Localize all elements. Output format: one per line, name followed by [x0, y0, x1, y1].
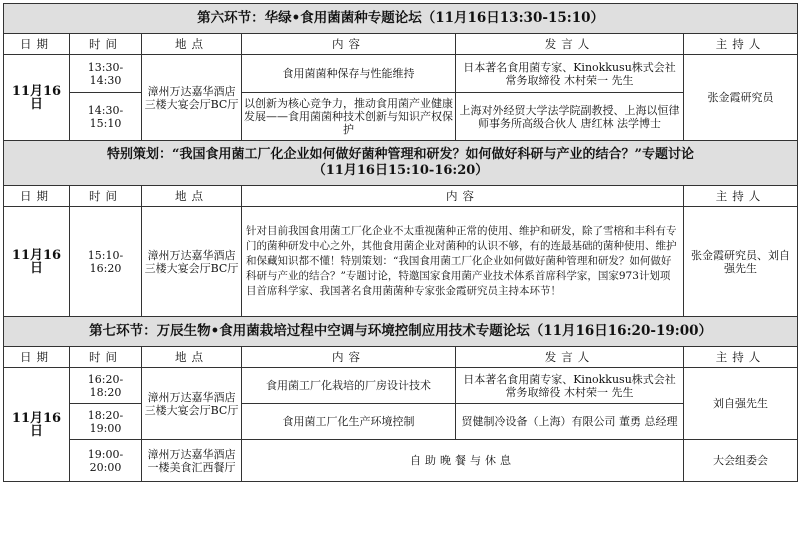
table-row: [4, 368, 798, 404]
time-cell: 18:20-19:00: [70, 404, 142, 440]
content-cell: 针对目前我国食用菌工厂化企业不太重视菌种正常的使用、维护和研发，除了雪榕和丰科有专门的菌种研发中心之外，其他食用菌企业对菌种的认识不够，有的连最基础的菌种使用、维护和保藏知识都不懂！特别策划：“我国食用菌工厂化企业如何做好菌种管理和研发？如何做好科研与产业的结合？”专题讨论，特邀国家食用菌产业技术体系首席科学家，国家973计划项目首席科学家、我国著名食用菌菌种专家张金霞研究员主持本环节！: [242, 207, 684, 317]
header-speaker: 发言人: [456, 34, 684, 55]
special-title-row: [4, 141, 798, 186]
header-venue: 地点: [142, 34, 242, 55]
header-host: 主持人: [684, 347, 798, 368]
time-cell: 15:10-16:20: [70, 207, 142, 317]
header-date: 日期: [4, 347, 70, 368]
speaker-cell: 贸健制冷设备（上海）有限公司 董勇 总经理: [456, 404, 684, 440]
time-cell: 13:30-14:30: [70, 55, 142, 93]
section7-header-row: [4, 347, 798, 368]
section6-title-row: [4, 4, 798, 34]
table-row: [4, 207, 798, 317]
table-row: [4, 93, 798, 141]
date-cell: 11月16日: [4, 55, 70, 141]
date-cell: 11月16日: [4, 207, 70, 317]
host-cell: 刘自强先生: [684, 368, 798, 440]
header-time: 时间: [70, 34, 142, 55]
content-cell: 以创新为核心竞争力，推动食用菌产业健康发展——食用菌菌种技术创新与知识产权保护: [242, 93, 456, 141]
conference-schedule-table: [3, 3, 798, 482]
host-cell: 张金霞研究员、刘自强先生: [684, 207, 798, 317]
speaker-cell: 日本著名食用菌专家、Kinokkusu株式会社常务取缔役 木村荣一 先生: [456, 368, 684, 404]
header-date: 日期: [4, 186, 70, 207]
time-cell: 16:20-18:20: [70, 368, 142, 404]
section6-title: 第六环节：华绿•食用菌菌种专题论坛（11月16日13:30-15:10）: [4, 4, 798, 34]
venue-cell: 漳州万达嘉华酒店三楼大宴会厅BC厅: [142, 368, 242, 440]
host-cell: 张金霞研究员: [684, 55, 798, 141]
special-header-row: [4, 186, 798, 207]
section7-title-row: [4, 317, 798, 347]
content-cell: 食用菌工厂化栽培的厂房设计技术: [242, 368, 456, 404]
header-content: 内容: [242, 34, 456, 55]
host-cell: 大会组委会: [684, 440, 798, 482]
date-cell: 11月16日: [4, 368, 70, 482]
header-host: 主持人: [684, 34, 798, 55]
venue-cell: 漳州万达嘉华酒店一楼美食汇西餐厅: [142, 440, 242, 482]
special-title-line2: （11月16日15:10-16:20）: [312, 163, 489, 178]
speaker-cell: 日本著名食用菌专家、Kinokkusu株式会社常务取缔役 木村荣一 先生: [456, 55, 684, 93]
header-time: 时间: [70, 347, 142, 368]
header-content: 内容: [242, 186, 684, 207]
header-speaker: 发言人: [456, 347, 684, 368]
header-time: 时间: [70, 186, 142, 207]
header-host: 主持人: [684, 186, 798, 207]
time-cell: 19:00-20:00: [70, 440, 142, 482]
special-title-line1: 特别策划：“我国食用菌工厂化企业如何做好菌种管理和研发？如何做好科研与产业的结合？”专题讨论: [107, 147, 695, 162]
table-row: [4, 440, 798, 482]
content-cell: 自助晚餐与休息: [242, 440, 684, 482]
table-row: [4, 404, 798, 440]
speaker-cell: 上海对外经贸大学法学院副教授、上海以恒律师事务所高级合伙人 唐红林 法学博士: [456, 93, 684, 141]
section7-title: 第七环节：万辰生物•食用菌栽培过程中空调与环境控制应用技术专题论坛（11月16日16:20-19:00）: [4, 317, 798, 347]
header-venue: 地点: [142, 347, 242, 368]
content-cell: 食用菌菌种保存与性能维持: [242, 55, 456, 93]
header-content: 内容: [242, 347, 456, 368]
special-title: [4, 141, 798, 186]
venue-cell: 漳州万达嘉华酒店三楼大宴会厅BC厅: [142, 55, 242, 141]
header-date: 日期: [4, 34, 70, 55]
header-venue: 地点: [142, 186, 242, 207]
table-row: [4, 55, 798, 93]
content-cell: 食用菌工厂化生产环境控制: [242, 404, 456, 440]
section6-header-row: [4, 34, 798, 55]
time-cell: 14:30-15:10: [70, 93, 142, 141]
venue-cell: 漳州万达嘉华酒店三楼大宴会厅BC厅: [142, 207, 242, 317]
